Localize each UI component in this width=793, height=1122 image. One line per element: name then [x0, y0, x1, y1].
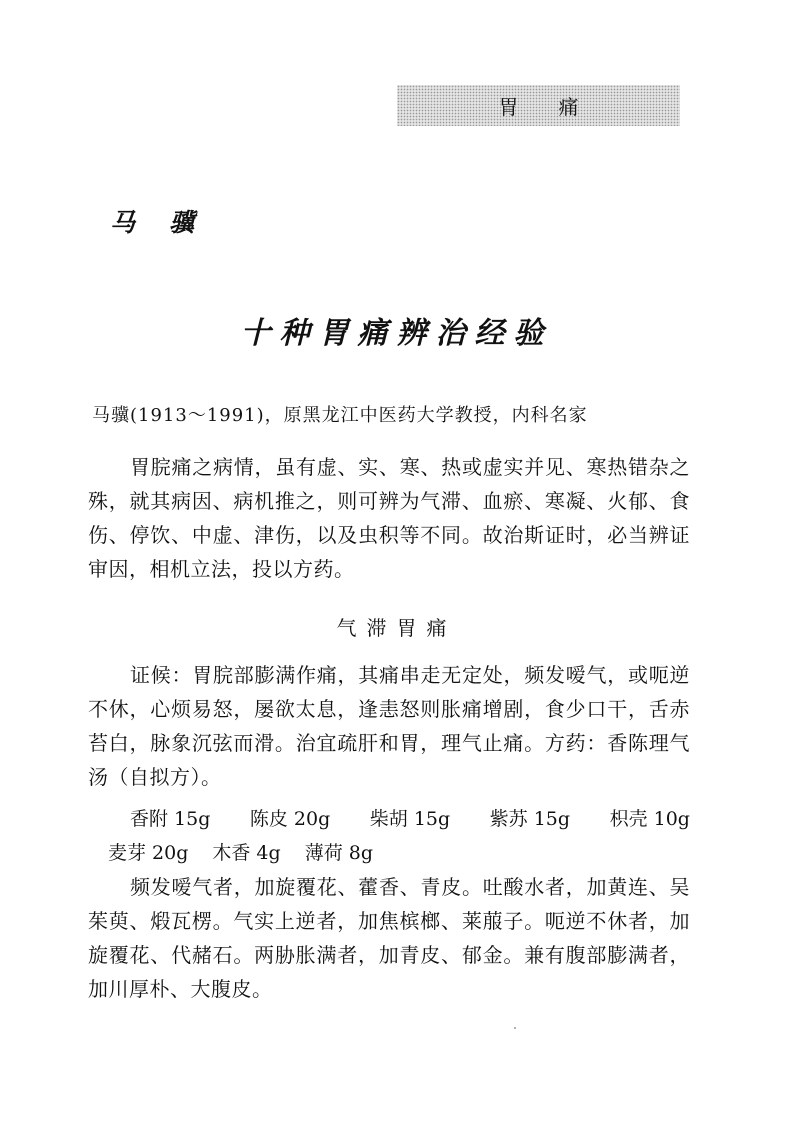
author-bio: 马骥(1913～1991)，原黑龙江中医药大学教授，内科名家 [92, 405, 588, 426]
modifications-paragraph: 频发嗳气者，加旋覆花、藿香、青皮。吐酸水者，加黄连、吴茱萸、煅瓦楞。气实上逆者，加焦槟榔、莱菔子。呃逆不休者，加旋覆花、代赭石。两胁胀满者，加青皮、郁金。兼有腹部膨满者，加川厚朴、大腹皮。 [88, 875, 690, 1001]
herb-item: 紫苏 15g [489, 808, 571, 830]
section-heading: 气滞胃痛 [336, 616, 457, 640]
herb-item: 枳壳 10g [609, 808, 690, 830]
author-name: 马骥 [110, 208, 229, 237]
herb-item: 香附 15g [130, 808, 211, 830]
prescription-line-1 [88, 802, 690, 836]
chapter-header-banner [397, 85, 680, 126]
chapter-header-char-2: 痛 [558, 95, 579, 119]
herb-item: 柴胡 15g [369, 808, 451, 830]
prescription-line-2 [88, 836, 690, 870]
herb-item: 薄荷 8g [304, 842, 373, 864]
herb-item: 木香 4g [212, 842, 281, 864]
prescription-list [88, 802, 690, 870]
chapter-header-char-1: 胃 [498, 95, 519, 119]
intro-paragraph: 胃脘痛之病情，虽有虚、实、寒、热或虚实并见、寒热错杂之殊，就其病因、病机推之，则可辨为气滞、血瘀、寒凝、火郁、食伤、停饮、中虚、津伤，以及虫积等不同。故治斯证时，必当辨证审因，相机立法，投以方药。 [88, 455, 690, 581]
article-title: 十种胃痛辨治经验 [240, 316, 553, 351]
symptoms-paragraph: 证候：胃脘部膨满作痛，其痛串走无定处，频发嗳气，或呃逆不休，心烦易怒，屡欲太息，逢恚怒则胀痛增剧，食少口干，舌赤苔白，脉象沉弦而滑。治宜疏肝和胃，理气止痛。方药：香陈理气汤（自拟方）。 [88, 663, 690, 789]
scan-speck [514, 1027, 516, 1029]
herb-item: 麦芽 20g [108, 842, 189, 864]
herb-item: 陈皮 20g [249, 808, 331, 830]
